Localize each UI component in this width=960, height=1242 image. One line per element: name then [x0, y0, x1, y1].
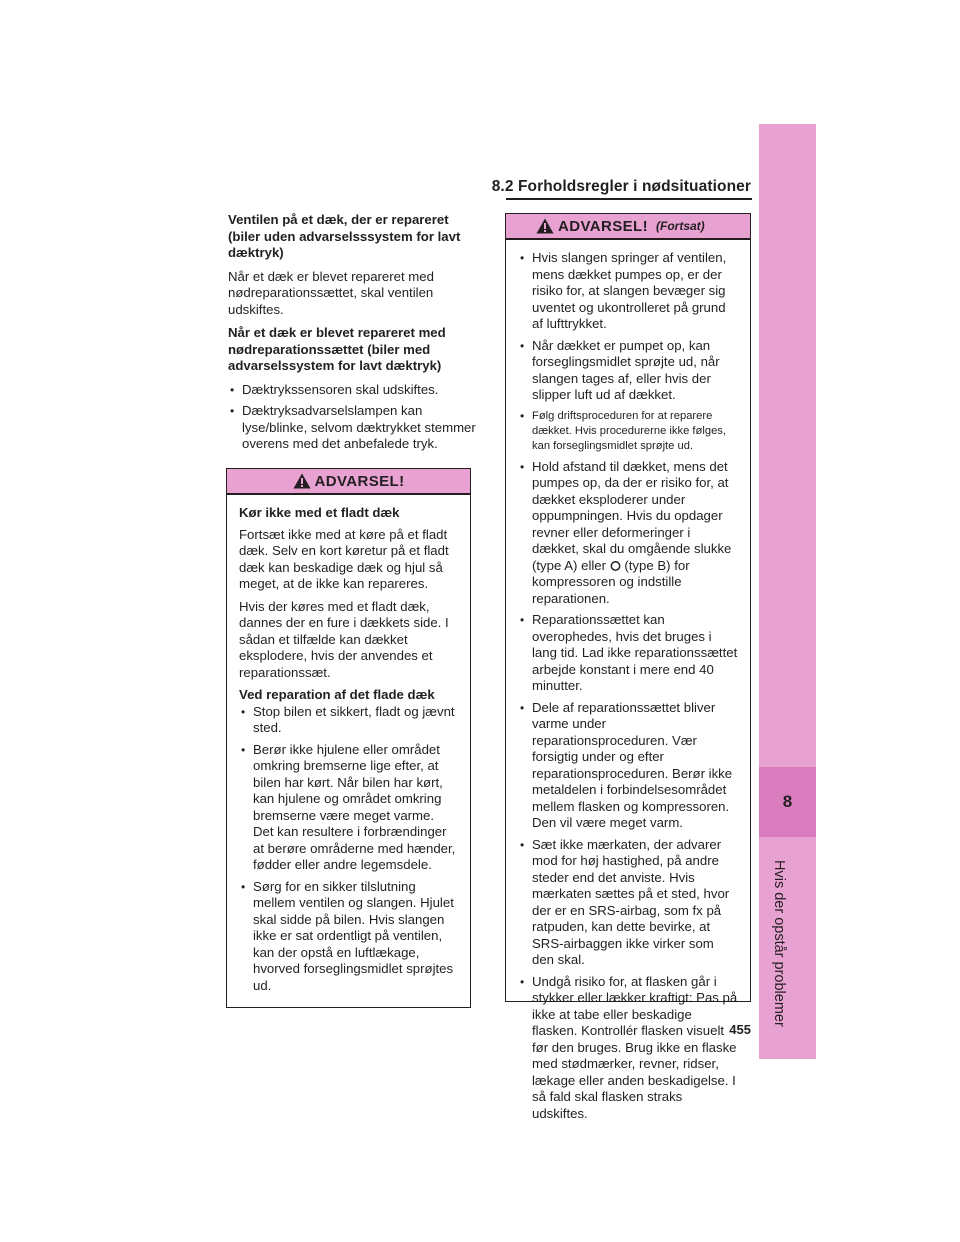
list-item: • Følg driftsproceduren for at reparere dækket. Hvis procedurerne ikke følges, kan forseglingsmidlet sprøjte ud. — [518, 409, 738, 454]
section-title: 8.2 Forholdsregler i nødsituationer — [491, 178, 751, 195]
list-item — [518, 459, 738, 608]
warning-paragraph: Hvis der køres med et fladt dæk, dannes der en fure i dækkets side. I sådan et tilfælde kan dækket eksplodere, hvis der anvendes et reparationssæt. — [239, 598, 449, 680]
chapter-title: Hvis der opstår problemer — [771, 860, 787, 1027]
list-item: • Sørg for en sikker tilslutning mellem ventilen og slangen. Hjulet skal sidde på bilen. Hvis slangen ikke er sat ordentligt på ventilen, kan der opstå en luftlækage, hvorved forseglingsmidlet sprøjtes ud. — [239, 879, 458, 995]
page-number: 455 — [729, 1022, 751, 1037]
warning-box-left — [226, 468, 471, 1008]
warning-triangle-icon — [536, 218, 554, 234]
warning-list — [518, 250, 738, 1122]
warning-paragraph: Fortsæt ikke med at køre på et fladt dæk. Selv en kort køretur på et fladt dæk kan beskadige dæk og hjul så meget, at de ikke kan repareres. — [239, 526, 449, 591]
paragraph-valve: Når et dæk er blevet repareret med nødreparationssættet, skal ventilen udskiftes. — [228, 268, 434, 317]
warning-title: ADVARSEL! — [558, 217, 648, 235]
chapter-side-tab — [759, 124, 816, 1059]
continued-label: (Fortsat) — [656, 219, 705, 233]
list-item-text: (type B) for kompressoren og indstille reparationen. — [532, 557, 690, 606]
list-item: • Dæktrykssensoren skal udskiftes. — [228, 382, 476, 399]
warning-body — [506, 240, 750, 1135]
warning-subheading: Kør ikke med et fladt dæk — [239, 505, 400, 520]
list-item: • Berør ikke hjulene eller området omkring bremserne lige efter, at bilen har kørt. Når bilen har kørt, kan hjulene og området omkring bremserne være meget varme. Det kan resultere i forbrændinger at berøre områderne med hænder, fødder eller andre legemsdele. — [239, 742, 458, 874]
warning-header — [506, 214, 750, 240]
warning-header — [227, 469, 470, 495]
list-item: • Stop bilen et sikkert, fladt og jævnt sted. — [239, 704, 458, 737]
list-item: • Sæt ikke mærkaten, der advarer mod for høj hastighed, på andre steder end det anviste. Hvis mærkaten sættes på et sted, hvor der er en SRS-airbag, som fx på ratpuden, kan dette bevirke, at SRS-airbaggen ikke virker som den skal. — [518, 837, 738, 969]
list-item-text: Hold afstand til dækket, mens det pumpes op, da der er risiko for, at dækket eksploderer under oppumpningen. Hvis du opdager revner eller deformeringer i dækket, skal du omgående slukke (type A) eller — [532, 458, 732, 573]
warning-triangle-icon — [293, 473, 311, 489]
list-item: • Når dækket er pumpet op, kan forseglingsmidlet sprøjte ud, når slangen tages af, eller hvis der slipper luft ud af dækket. — [518, 338, 738, 404]
header-rule — [506, 198, 752, 200]
warning-body — [227, 495, 470, 1007]
heading-tpms: Når et dæk er blevet repareret med nødreparationssættet (biler med advarselssystem for lavt dæktryk) — [228, 325, 446, 373]
warning-title: ADVARSEL! — [314, 472, 405, 490]
chapter-number: 8 — [759, 767, 816, 837]
tpms-list — [228, 382, 476, 453]
list-item: • Reparationssættet kan overophedes, hvis det bruges i lang tid. Lad ikke reparationssættet arbejde konstant i mere end 40 minutter. — [518, 612, 738, 695]
warning-subheading: Ved reparation af det flade dæk — [239, 687, 435, 702]
power-icon — [610, 560, 621, 571]
left-column — [228, 212, 476, 458]
list-item: • Hvis slangen springer af ventilen, mens dækket pumpes op, er der risiko for, at slangen bevæger sig uventet og ukontrolleret på grund af lufttrykket. — [518, 250, 738, 333]
heading-valve: Ventilen på et dæk, der er repareret (biler uden advarselsssystem for lavt dæktryk) — [228, 212, 461, 260]
list-item: • Undgå risiko for, at flasken går i stykker eller lækker kraftigt: Pas på ikke at tabe eller beskadige flasken. Kontrollér flasken visuelt før den bruges. Brug ikke en flaske med stødmærker, revner, ridser, lækage eller anden beskadigelse. I så fald skal flasken straks udskiftes. — [518, 974, 738, 1123]
warning-list — [239, 704, 458, 995]
list-item: • Dele af reparationssættet bliver varme under reparationsproceduren. Vær forsigtig under og efter reparationsproceduren. Berør ikke metaldelen i forbindelsesområdet mellem flasken og kompressoren. Den vil være meget varm. — [518, 700, 738, 832]
list-item: • Dæktryksadvarselslampen kan lyse/blinke, selvom dæktrykket stemmer overens med det anbefalede tryk. — [228, 403, 476, 453]
